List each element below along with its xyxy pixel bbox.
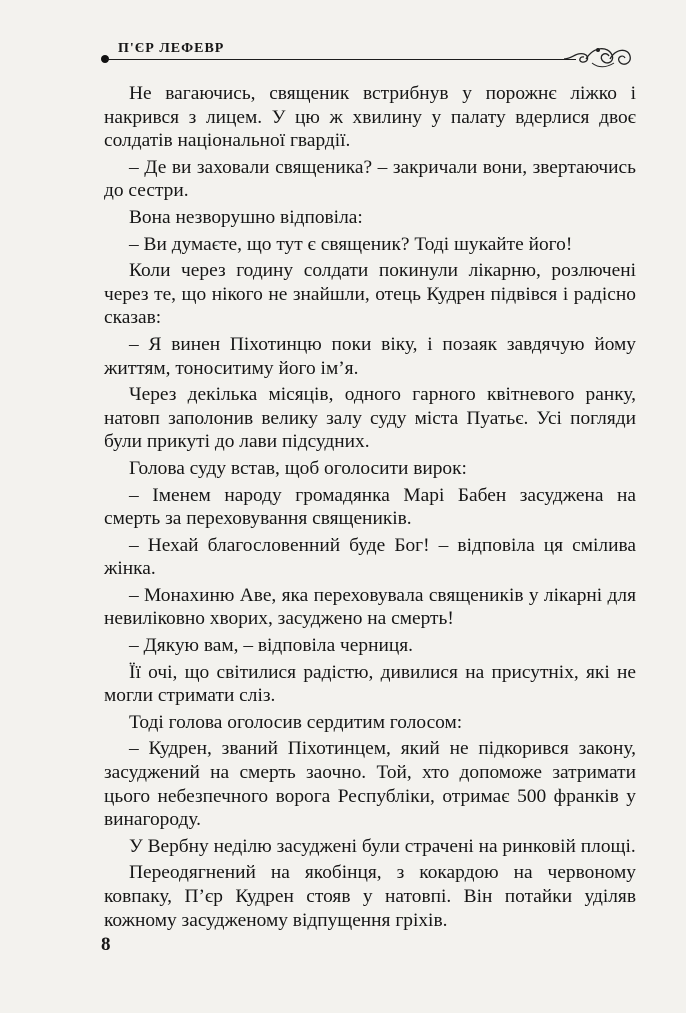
page-number: 8 [101, 934, 111, 955]
paragraph: – Дякую вам, – відповіла черниця. [129, 635, 413, 657]
flourish-ornament-icon [562, 40, 634, 70]
paragraph: У Вербну неділю засуджені були страчені на ринковій площі. [129, 835, 636, 857]
paragraph: – Де ви заховали священика? – закричали вони, звертаючись до сестри. [104, 156, 636, 202]
body-text [104, 82, 636, 932]
paragraph: – Монахиню Аве, яка переховувала священиків у лікарні для невиліковно хворих, засуджено на смерть! [104, 584, 636, 630]
paragraph: Не вагаючись, священик встрибнув у порожнє ліжко і накрився з лицем. У цю ж хвилину у палату вдерлися двоє солдатів національної гвардії. [104, 83, 636, 152]
paragraph: – Ви думаєте, що тут є священик? Тоді шукайте його! [129, 233, 573, 255]
paragraph: Голова суду встав, щоб оголосити вирок: [129, 457, 467, 479]
paragraph: Через декілька місяців, одного гарного квітневого ранку, натовп заполонив велику залу суду міста Пуатьє. Усі погляди були прикуті до лави підсудних. [104, 384, 636, 453]
paragraph: Її очі, що світилися радістю, дивилися на присутніх, які не могли стримати сліз. [104, 661, 636, 707]
paragraph: – Кудрен, званий Піхотинцем, який не підкорився закону, засуджений на смерть заочно. Той, хто допоможе затримати цього небезпечного ворога Республіки, отримає 500 франків у винагороду. [104, 738, 636, 831]
paragraph: – Я винен Піхотинцю поки віку, і позаяк завдячую йому життям, тоноситиму його ім’я. [104, 333, 636, 379]
paragraph: Вона незворушно відповіла: [129, 206, 363, 228]
paragraph: Переодягнений на якобінця, з кокардою на червоному ковпаку, П’єр Кудрен стояв у натовпі. Він потайки уділяв кожному засудженому відпущення гріхів. [104, 862, 636, 931]
paragraph: – Нехай благословенний буде Бог! – відповіла ця смілива жінка. [104, 534, 636, 580]
head-rule [106, 59, 576, 60]
running-head: П'ЄР ЛЕФЕВР [118, 41, 225, 56]
paragraph: Коли через годину солдати покинули лікарню, розлючені через те, що нікого не знайшли, отець Кудрен підвівся і радісно сказав: [104, 260, 636, 329]
paragraph: Тоді голова оголосив сердитим голосом: [129, 711, 463, 733]
paragraph: – Іменем народу громадянка Марі Бабен засуджена на смерть за переховування священиків. [104, 484, 636, 530]
